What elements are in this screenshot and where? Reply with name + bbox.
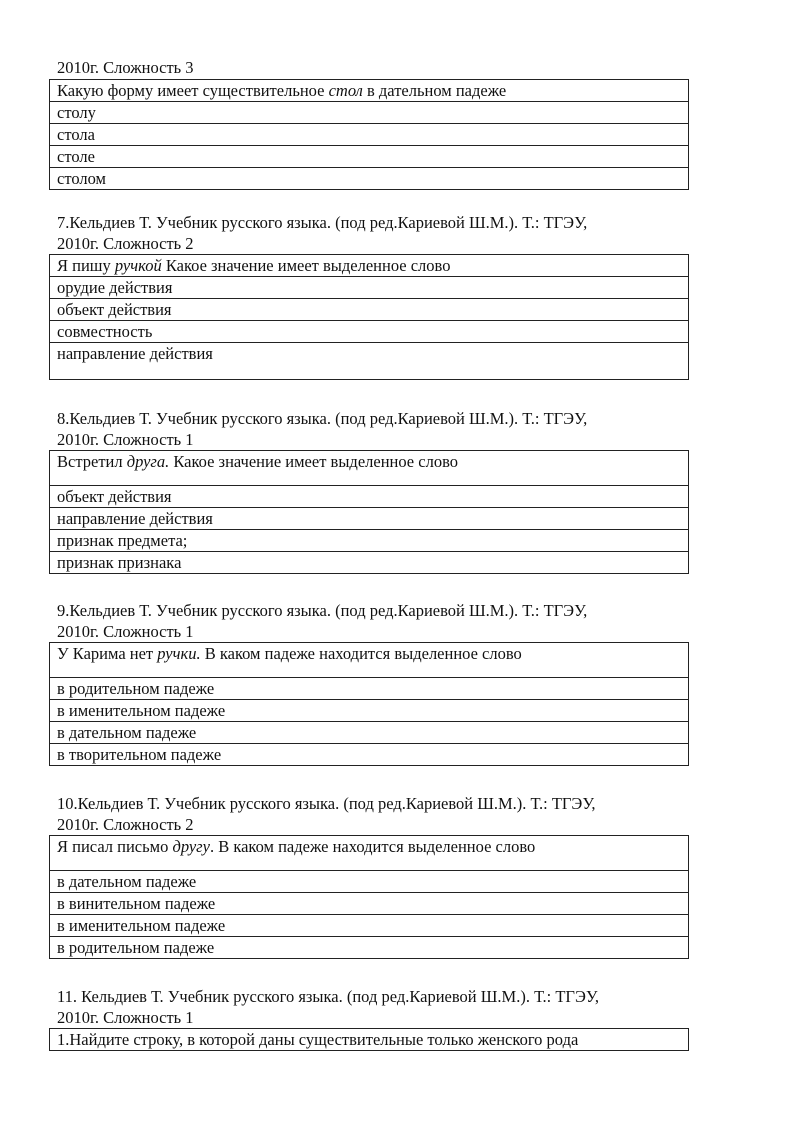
answer-option: в именительном падеже bbox=[50, 700, 689, 722]
question-table bbox=[49, 835, 689, 959]
source-line: 11. Кельдиев Т. Учебник русского языка. (под ред.Кариевой Ш.М.). Т.: ТГЭУ, bbox=[57, 987, 599, 1006]
source-line: 2010г. Сложность 2 bbox=[57, 233, 194, 253]
answer-option: признак признака bbox=[50, 552, 689, 574]
question-text: Встретил друга. Какое значение имеет выделенное слово bbox=[50, 451, 689, 486]
source-line: 2010г. Сложность 1 bbox=[57, 429, 194, 449]
source-line: 2010г. Сложность 3 bbox=[57, 58, 194, 77]
question-table bbox=[49, 450, 689, 574]
question-source bbox=[57, 213, 697, 254]
question-text: 1.Найдите строку, в которой даны существительные только женского рода bbox=[50, 1029, 689, 1051]
answer-option: в дательном падеже bbox=[50, 871, 689, 893]
question-text: Я пишу ручкой Какое значение имеет выделенное слово bbox=[50, 255, 689, 277]
question-table bbox=[49, 254, 689, 380]
question-block-10 bbox=[57, 794, 697, 959]
answer-option: совместность bbox=[50, 321, 689, 343]
answer-option: столу bbox=[50, 101, 689, 123]
answer-option: в родительном падеже bbox=[50, 678, 689, 700]
question-table bbox=[49, 1028, 689, 1051]
question-source bbox=[57, 601, 697, 642]
question-block-11 bbox=[57, 987, 697, 1051]
question-source bbox=[57, 409, 697, 450]
source-line: 2010г. Сложность 2 bbox=[57, 814, 194, 834]
answer-option: в творительном падеже bbox=[50, 744, 689, 766]
answer-option: в дательном падеже bbox=[50, 722, 689, 744]
question-block-7 bbox=[57, 213, 697, 380]
question-source bbox=[57, 58, 697, 79]
answer-option: столе bbox=[50, 145, 689, 167]
source-line: 9.Кельдиев Т. Учебник русского языка. (под ред.Кариевой Ш.М.). Т.: ТГЭУ, bbox=[57, 601, 588, 620]
question-text: Какую форму имеет существительное стол в дательном падеже bbox=[50, 79, 689, 101]
question-block-8 bbox=[57, 409, 697, 574]
source-line: 2010г. Сложность 1 bbox=[57, 621, 194, 641]
question-block-9 bbox=[57, 601, 697, 766]
answer-option: в именительном падеже bbox=[50, 915, 689, 937]
answer-option: стола bbox=[50, 123, 689, 145]
question-table bbox=[49, 79, 689, 190]
question-text: Я писал письмо другу. В каком падеже находится выделенное слово bbox=[50, 836, 689, 871]
answer-option: направление действия bbox=[50, 343, 689, 380]
question-text: У Карима нет ручки. В каком падеже находится выделенное слово bbox=[50, 643, 689, 678]
source-line: 7.Кельдиев Т. Учебник русского языка. (под ред.Кариевой Ш.М.). Т.: ТГЭУ, bbox=[57, 213, 588, 232]
answer-option: объект действия bbox=[50, 299, 689, 321]
question-table bbox=[49, 642, 689, 766]
answer-option: в винительном падеже bbox=[50, 893, 689, 915]
answer-option: в родительном падеже bbox=[50, 937, 689, 959]
question-source bbox=[57, 987, 697, 1028]
question-block-1 bbox=[57, 58, 697, 190]
answer-option: объект действия bbox=[50, 486, 689, 508]
answer-option: орудие действия bbox=[50, 277, 689, 299]
source-line: 2010г. Сложность 1 bbox=[57, 1007, 194, 1027]
answer-option: направление действия bbox=[50, 508, 689, 530]
answer-option: столом bbox=[50, 167, 689, 189]
source-line: 8.Кельдиев Т. Учебник русского языка. (под ред.Кариевой Ш.М.). Т.: ТГЭУ, bbox=[57, 409, 588, 428]
answer-option: признак предмета; bbox=[50, 530, 689, 552]
source-line: 10.Кельдиев Т. Учебник русского языка. (под ред.Кариевой Ш.М.). Т.: ТГЭУ, bbox=[57, 794, 596, 813]
question-source bbox=[57, 794, 697, 835]
